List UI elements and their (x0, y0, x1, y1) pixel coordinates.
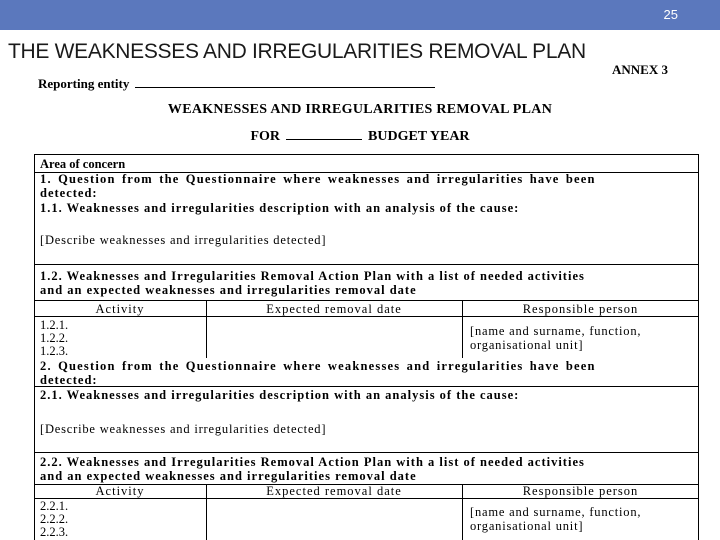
budget-year-label: BUDGET YEAR (368, 129, 470, 144)
annex-label: ANNEX 3 (612, 62, 668, 77)
budget-for-label: FOR (250, 129, 281, 144)
activity-item: 2.2.2. (40, 512, 69, 526)
activity-item: 1.2.2. (40, 331, 69, 345)
divider (34, 498, 699, 499)
reporting-entity-label: Reporting entity (38, 76, 130, 91)
activity-item: 1.2.3. (40, 344, 69, 358)
slide-title: THE WEAKNESSES AND IRREGULARITIES REMOVAL PLAN (8, 40, 586, 63)
budget-year-row (0, 128, 720, 145)
section1-plan-line1: 1.2. Weaknesses and Irregularities Removal Action Plan with a list of needed activities (40, 269, 585, 283)
section2-description-label: 2.1. Weaknesses and irregularities description with an analysis of the cause: (40, 388, 520, 402)
section1-question-line1: 1. Question from the Questionnaire where weaknesses and irregularities have been (40, 172, 596, 186)
activity-item: 2.2.3. (40, 525, 69, 539)
divider (34, 264, 699, 265)
section1-plan-line2: and an expected weaknesses and irregularities removal date (40, 283, 417, 297)
section1-description-label: 1.1. Weaknesses and irregularities description with an analysis of the cause: (40, 201, 520, 215)
responsible-placeholder-line1: [name and surname, function, (470, 505, 642, 519)
column-header-activity: Activity (95, 302, 145, 316)
divider (34, 316, 699, 317)
section1-description-placeholder: [Describe weaknesses and irregularities detected] (40, 233, 327, 247)
column-divider (206, 484, 207, 540)
activity-item: 2.2.1. (40, 499, 69, 513)
column-header-responsible: Responsible person (522, 302, 639, 316)
page-number: 25 (663, 7, 678, 22)
column-divider (206, 300, 207, 358)
divider (34, 300, 699, 301)
table-top-border (34, 154, 699, 155)
area-of-concern-label: Area of concern (40, 157, 126, 171)
column-header-activity: Activity (95, 484, 145, 498)
section2-question-line1: 2. Question from the Questionnaire where weaknesses and irregularities have been (40, 359, 596, 373)
divider (34, 386, 699, 387)
budget-year-blank (286, 128, 362, 140)
table-right-border (698, 154, 699, 540)
reporting-entity-row (38, 76, 435, 92)
responsible-placeholder-line2: organisational unit] (470, 338, 584, 352)
column-header-expected-date: Expected removal date (266, 484, 402, 498)
section2-description-placeholder: [Describe weaknesses and irregularities detected] (40, 422, 327, 436)
divider (34, 452, 699, 453)
section1-question-line2: detected: (40, 186, 98, 200)
column-divider (462, 484, 463, 540)
column-header-expected-date: Expected removal date (266, 302, 402, 316)
section2-plan-line2: and an expected weaknesses and irregularities removal date (40, 469, 417, 483)
activity-item: 1.2.1. (40, 318, 69, 332)
responsible-placeholder-line1: [name and surname, function, (470, 324, 642, 338)
section2-plan-line1: 2.2. Weaknesses and Irregularities Removal Action Plan with a list of needed activities (40, 455, 585, 469)
reporting-entity-blank (135, 77, 435, 88)
column-divider (462, 300, 463, 358)
table-left-border (34, 154, 35, 540)
plan-heading: WEAKNESSES AND IRREGULARITIES REMOVAL PLAN (167, 102, 553, 117)
column-header-responsible: Responsible person (522, 484, 639, 498)
section2-question-line2: detected: (40, 373, 98, 387)
responsible-placeholder-line2: organisational unit] (470, 519, 584, 533)
